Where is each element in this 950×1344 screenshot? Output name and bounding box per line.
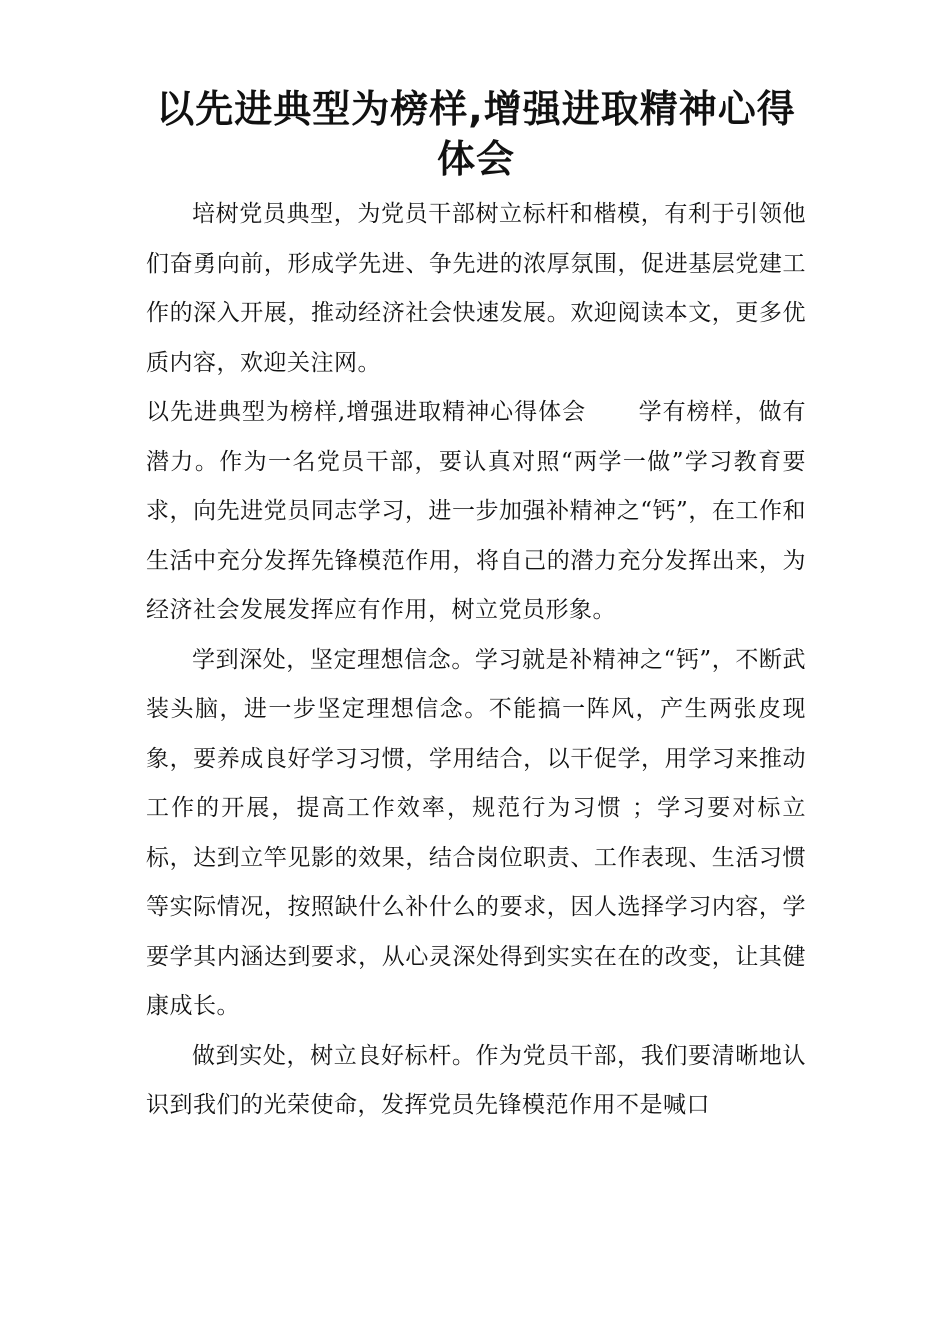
paragraph-1-text: 学有榜样，做有潜力。作为一名党员干部，要认真对照“两学一做”学习教育要求，向先进党员同志学习，进一步加强补精神之“钙”，在工作和生活中充分发挥先锋模范作用，将自己的潜力充分发挥出来，为经济社会发展发挥应有作用，树立党员形象。: [146, 399, 807, 623]
body-paragraph-3: 做到实处，树立良好标杆。作为党员干部，我们要清晰地认识到我们的光荣使命，发挥党员先锋模范作用不是喊口: [146, 1042, 806, 1118]
body-paragraph-2: 学到深处，坚定理想信念。学习就是补精神之“钙”，不断武装头脑，进一步坚定理想信念。不能搞一阵风，产生两张皮现象，要养成良好学习习惯，学用结合，以干促学，用学习来推动工作的开展，提高工作效率，规范行为习惯 ；学习要对标立标，达到立竿见影的效果，结合岗位职责、工作表现、生活习惯等实际情况，按照缺什么补什么的要求，因人选择学习内容，学要学其内涵达到要求，从心灵深处得到实实在在的改变，让其健康成长。: [146, 646, 806, 1019]
intro-paragraph: 培树党员典型，为党员干部树立标杆和楷模，有利于引领他们奋勇向前，形成学先进、争先进的浓厚氛围，促进基层党建工作的深入开展，推动经济社会快速发展。欢迎阅读本文，更多优质内容，欢迎关注网。: [146, 201, 806, 376]
repeated-title: 以先进典型为榜样,增强进取精神心得体会: [146, 399, 587, 425]
document-page: [146, 84, 806, 1131]
body-paragraph-1: [146, 388, 806, 636]
document-title: 以先进典型为榜样,增强进取精神心得体会: [156, 87, 796, 181]
